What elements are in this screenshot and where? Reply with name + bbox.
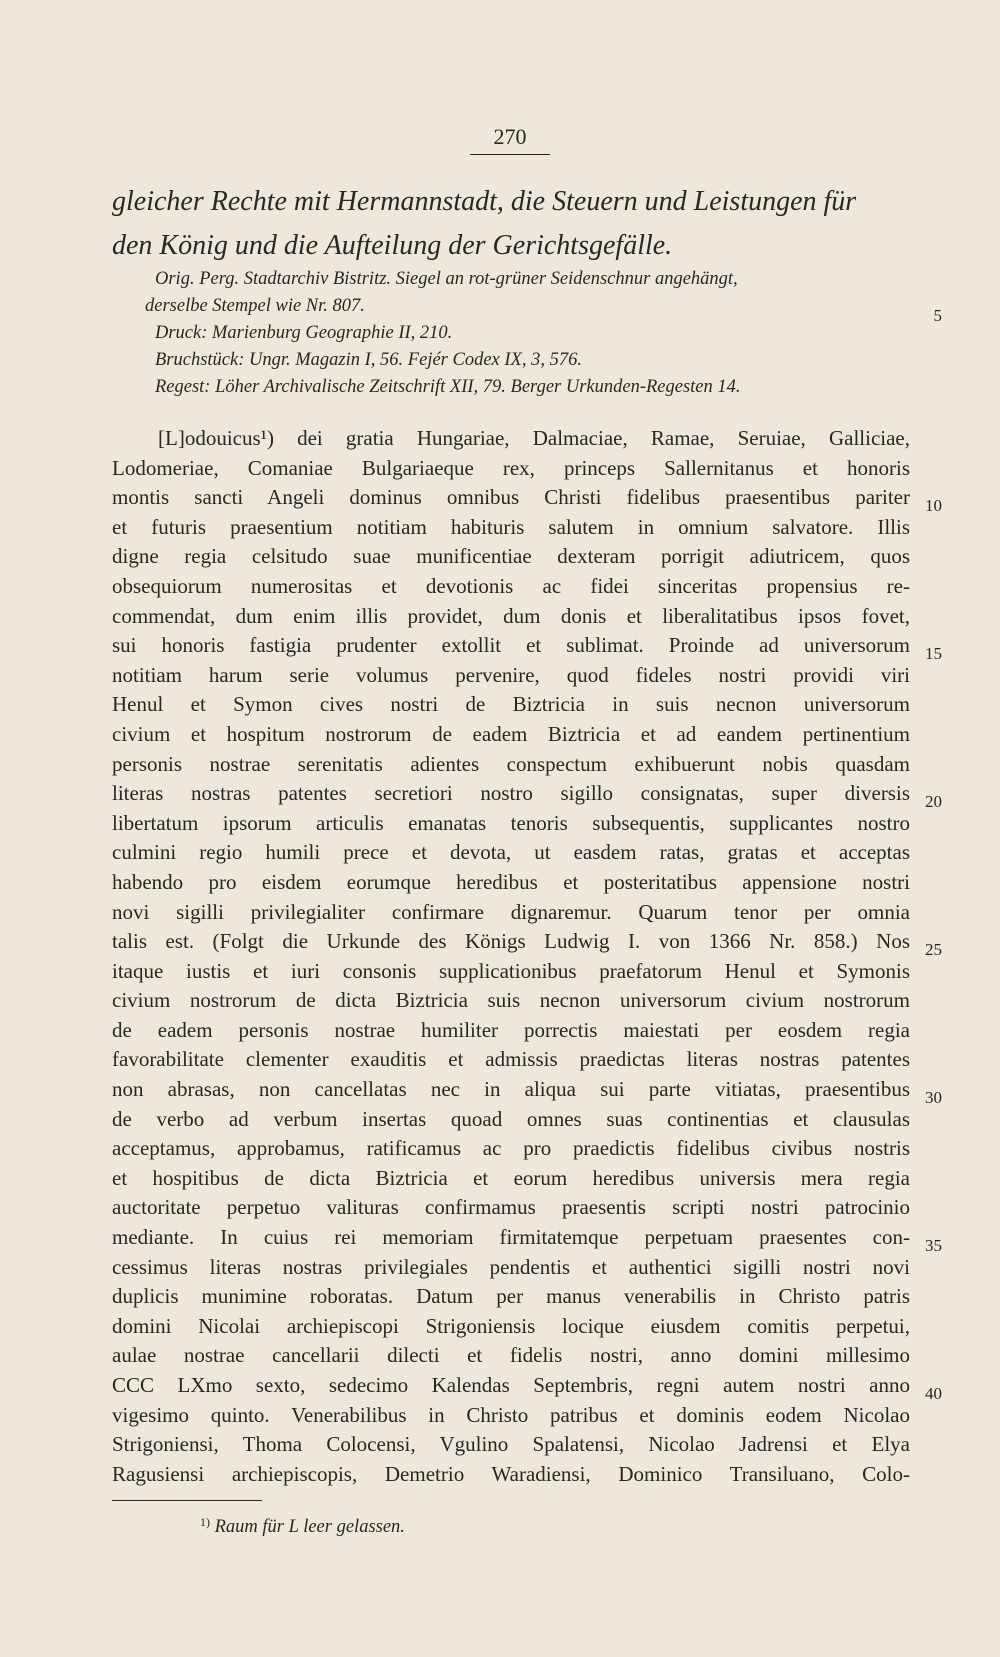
text-line: sui honoris fastigia prudenter extollit et sublimat. Proinde ad universorum <box>112 633 910 658</box>
line-number: 30 <box>925 1088 942 1107</box>
footnote-mark: 1) <box>200 1515 210 1529</box>
text-line: aulae nostrae cancellarii dilecti et fidelis nostri, anno domini millesimo <box>112 1343 910 1368</box>
text-line: Lodomeriae, Comaniae Bulgariaeque rex, princeps Sallernitanus et honoris <box>112 455 910 480</box>
text-line: favorabilitate clementer exauditis et admissis praedictas literas nostras patentes <box>112 1047 910 1072</box>
text-line: auctoritate perpetuo valituras confirmamus praesentis scripti nostri patrocinio <box>112 1195 910 1220</box>
text-line: CCC LXmo sexto, sedecimo Kalendas Septembris, regni autem nostri anno <box>112 1373 910 1397</box>
text-line: personis nostrae serenitatis adientes conspectum exhibuerunt nobis quasdam <box>112 751 910 776</box>
text-line: non abrasas, non cancellatas nec in aliqua sui parte vitiatas, praesentibus <box>112 1077 910 1102</box>
heading-line: den König und die Aufteilung der Gerichtsgefälle. <box>112 230 673 261</box>
charter-text <box>112 424 910 1489</box>
line-number: 10 <box>925 496 942 515</box>
text-line: mediante. In cuius rei memoriam firmitatemque perpetuam praesentes con- <box>112 1225 910 1250</box>
text-line: domini Nicolai archiepiscopi Strigoniensis locique eiusdem comitis perpetui, <box>112 1313 910 1338</box>
text-line: de eadem personis nostrae humiliter porrectis maiestati per eosdem regia <box>112 1017 910 1042</box>
line-number: 35 <box>925 1236 942 1255</box>
text-line: acceptamus, approbamus, ratificamus ac pro praedictis fidelibus civibus nostris <box>112 1136 910 1161</box>
text-line: novi sigilli privilegialiter confirmare dignaremur. Quarum tenor per omnia <box>112 899 910 924</box>
text-line: Henul et Symon cives nostri de Biztricia in suis necnon universorum <box>112 692 910 717</box>
line-number: 5 <box>933 306 942 325</box>
text-line: Strigoniensi, Thoma Colocensi, Vgulino Spalatensi, Nicolao Jadrensi et Elya <box>112 1432 910 1457</box>
line-number: 25 <box>925 940 942 959</box>
text-line: et hospitibus de dicta Biztricia et eorum heredibus universis mera regia <box>112 1165 910 1190</box>
text-line: libertatum ipsorum articulis emanatas tenoris subsequentis, supplicantes nostro <box>112 810 910 835</box>
text-line: habendo pro eisdem eorumque heredibus et posteritatibus appensione nostri <box>112 869 910 894</box>
line-number: 20 <box>925 792 942 811</box>
line-number: 15 <box>925 644 942 663</box>
source-notes <box>145 266 915 401</box>
footnote <box>200 1515 405 1538</box>
source-note-original: Orig. Perg. Stadtarchiv Bistritz. Siegel an rot-grüner Seidenschnur angehängt, <box>155 269 738 289</box>
text-line: commendat, dum enim illis providet, dum donis et liberalitatibus ipsos fovet, <box>112 603 910 628</box>
source-note-fragment: Bruchstück: Ungr. Magazin I, 56. Fejér Codex IX, 3, 576. <box>155 350 582 370</box>
page-number: 270 <box>493 124 527 149</box>
text-line: vigesimo quinto. Venerabilibus in Christo patribus et dominis eodem Nicolao <box>112 1402 910 1427</box>
text-line: notitiam harum serie volumus pervenire, quod fideles nostri providi viri <box>112 662 910 687</box>
heading-line: gleicher Rechte mit Hermannstadt, die Steuern und Leistungen für <box>112 186 857 217</box>
text-line: duplicis munimine roboratas. Datum per manus venerabilis in Christo patris <box>112 1284 910 1309</box>
footnote-rule <box>112 1500 262 1501</box>
footnote-text: Raum für L leer gelassen. <box>214 1517 405 1537</box>
line-number: 40 <box>925 1384 942 1403</box>
text-line: et futuris praesentium notitiam habituris salutem in omnium salvatore. Illis <box>112 514 910 539</box>
text-line: cessimus literas nostras privilegiales pendentis et authentici sigilli nostri novi <box>112 1254 910 1279</box>
document-heading <box>112 180 912 268</box>
text-line: digne regia celsitudo suae munificentiae dexteram porrigit adiutricem, quos <box>112 544 910 569</box>
text-line: [L]odouicus¹) dei gratia Hungariae, Dalmaciae, Ramae, Seruiae, Galliciae, <box>158 426 910 450</box>
text-line: Ragusiensi archiepiscopis, Demetrio Waradiensi, Dominico Transiluano, Colo- <box>112 1461 910 1486</box>
text-line: obsequiorum numerositas et devotionis ac fidei sinceritas propensius re- <box>112 573 910 598</box>
text-line: de verbo ad verbum insertas quoad omnes suas continentias et clausulas <box>112 1106 910 1131</box>
text-line: civium nostrorum de dicta Biztricia suis necnon universorum civium nostrorum <box>112 988 910 1013</box>
text-line: literas nostras patentes secretiori nostro sigillo consignatas, super diversis <box>112 781 910 806</box>
text-line: talis est. (Folgt die Urkunde des Königs Ludwig I. von 1366 Nr. 858.) Nos <box>112 929 910 954</box>
text-line: civium et hospitum nostrorum de eadem Biztricia et ad eandem pertinentium <box>112 721 910 746</box>
source-note-print: Druck: Marienburg Geographie II, 210. <box>155 323 453 343</box>
text-line: culmini regio humili prece et devota, ut easdem ratas, gratas et acceptas <box>112 840 910 865</box>
text-line: itaque iustis et iuri consonis supplicationibus praefatorum Henul et Symonis <box>112 958 910 983</box>
text-line: montis sancti Angeli dominus omnibus Christi fidelibus praesentibus pariter <box>112 485 910 510</box>
source-note-seal: derselbe Stempel wie Nr. 807. <box>145 296 365 316</box>
source-note-regest: Regest: Löher Archivalische Zeitschrift XII, 79. Berger Urkunden-Regesten 14. <box>155 377 741 397</box>
page-number-rule <box>470 154 550 155</box>
